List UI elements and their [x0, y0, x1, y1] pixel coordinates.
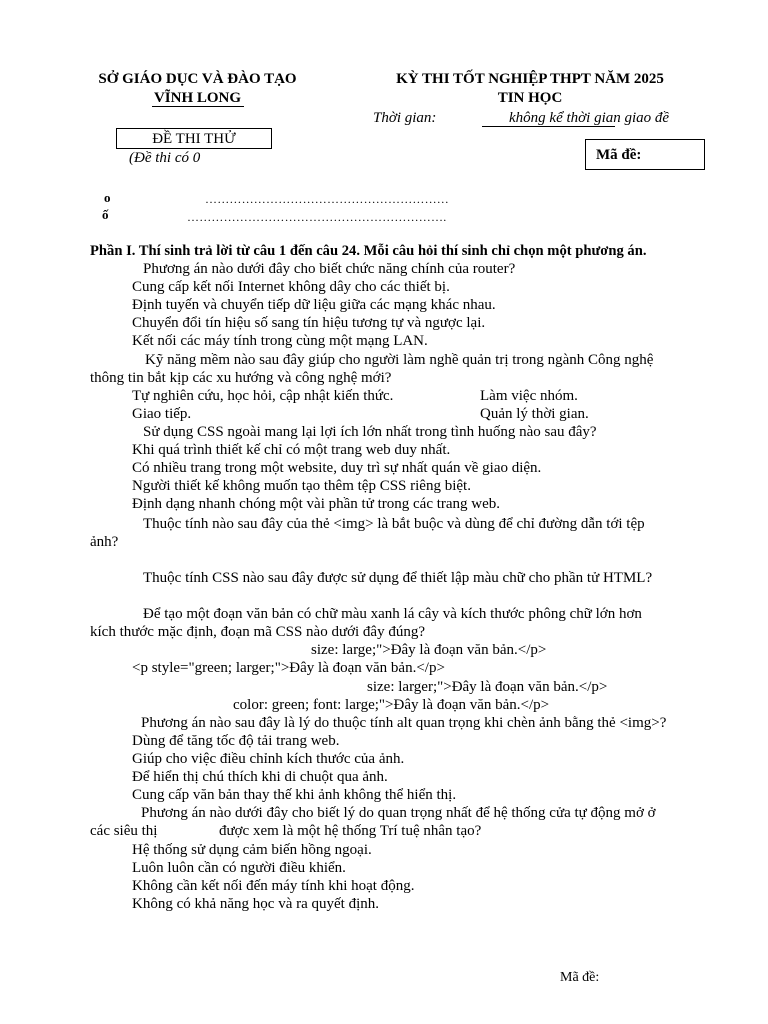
q3-stem: Sử dụng CSS ngoài mang lại lợi ích lớn nhất trong tình huống nào sau đây?: [143, 424, 597, 440]
q6-stem-line1: Để tạo một đoạn văn bản có chữ màu xanh lá cây và kích thước phông chữ lớn hơn: [143, 606, 642, 622]
q3-option-d: Định dạng nhanh chóng một vài phần tử trong các trang web.: [132, 496, 501, 512]
q2-option-b: Làm việc nhóm.: [480, 388, 578, 404]
q6-option-b: <p style="green; larger;">Đây là đoạn văn bản.</p>: [132, 660, 445, 676]
exam-code-label: Mã đề:: [596, 147, 642, 163]
q3-option-b: Có nhiều trang trong một website, duy trì sự nhất quán về giao diện.: [132, 460, 542, 476]
q4-stem-line1: Thuộc tính nào sau đây của thẻ <img> là bắt buộc và dùng để chỉ đường dẫn tới tệp: [143, 516, 645, 532]
q6-option-c: size: larger;">Đây là đoạn văn bản.</p>: [367, 679, 608, 695]
candidate-number-dots: ……………………………………………………….: [187, 210, 447, 224]
q1-option-b: Định tuyến và chuyển tiếp dữ liệu giữa các mạng khác nhau.: [132, 297, 496, 313]
q7-option-d: Cung cấp văn bản thay thế khi ảnh không thể hiển thị.: [132, 787, 457, 803]
subject-title: TIN HỌC: [497, 90, 563, 106]
candidate-name-label: o: [104, 190, 111, 205]
candidate-number-label: ố: [102, 207, 109, 222]
exam-code-box: [585, 139, 705, 170]
q4-stem-line2: ảnh?: [90, 534, 119, 550]
footer-exam-code-label: Mã đề:: [560, 970, 600, 985]
time-label: Thời gian:: [373, 110, 437, 126]
q6-option-a: size: large;">Đây là đoạn văn bản.</p>: [311, 642, 547, 658]
q3-option-c: Người thiết kế không muốn tạo thêm tệp CSS riêng biệt.: [132, 478, 471, 494]
q8-stem-line2a: các siêu thị: [90, 823, 158, 839]
department-name: SỞ GIÁO DỤC VÀ ĐÀO TẠO: [98, 71, 297, 87]
q1-option-c: Chuyển đổi tín hiệu số sang tín hiệu tương tự và ngược lại.: [132, 315, 486, 331]
trial-exam-label: ĐỀ THI THỬ: [152, 131, 236, 147]
q6-option-d: color: green; font: large;">Đây là đoạn văn bản.</p>: [233, 697, 550, 713]
q3-option-a: Khi quá trình thiết kế chỉ có một trang web duy nhất.: [132, 442, 451, 458]
q6-stem-line2: kích thước mặc định, đoạn mã CSS nào dưới đây đúng?: [90, 624, 425, 640]
q2-stem-line1: Kỹ năng mềm nào sau đây giúp cho người làm nghề quản trị trong ngành Công nghệ: [145, 352, 654, 368]
q7-option-a: Dùng để tăng tốc độ tải trang web.: [132, 733, 340, 749]
q2-option-c: Giao tiếp.: [132, 406, 192, 422]
pages-note: (Đề thi có 0: [129, 150, 201, 166]
q8-option-b: Luôn luôn cần có người điều khiển.: [132, 860, 346, 876]
q8-stem-line1: Phương án nào dưới đây cho biết lý do quan trọng nhất để hệ thống cửa tự động mở ở: [141, 805, 656, 821]
candidate-name-dots: ……………………………………………………: [205, 192, 449, 206]
q7-option-c: Để hiển thị chú thích khi di chuột qua ảnh.: [132, 769, 388, 785]
q7-stem: Phương án nào sau đây là lý do thuộc tính alt quan trọng khi chèn ảnh bằng thẻ <img>?: [141, 715, 667, 731]
q2-stem-line2: thông tin bắt kịp các xu hướng và công nghệ mới?: [90, 370, 392, 386]
q8-option-a: Hệ thống sử dụng cảm biến hồng ngoại.: [132, 842, 372, 858]
province-name: VĨNH LONG: [153, 90, 242, 106]
q2-option-a: Tự nghiên cứu, học hỏi, cập nhật kiến thức.: [132, 388, 394, 404]
q1-option-d: Kết nối các máy tính trong cùng một mạng LAN.: [132, 333, 428, 349]
part1-heading: Phần I. Thí sinh trả lời từ câu 1 đến câu 24. Mỗi câu hỏi thí sinh chỉ chọn một phương án.: [90, 243, 647, 259]
q2-option-d: Quản lý thời gian.: [480, 406, 589, 422]
province-underline: [152, 106, 244, 107]
time-value: không kể thời gian giao đề: [509, 110, 670, 126]
q1-stem: Phương án nào dưới đây cho biết chức năng chính của router?: [143, 261, 516, 277]
q7-option-b: Giúp cho việc điều chỉnh kích thước của ảnh.: [132, 751, 405, 767]
q8-stem-line2b: được xem là một hệ thống Trí tuệ nhân tạo?: [219, 823, 482, 839]
q1-option-a: Cung cấp kết nối Internet không dây cho các thiết bị.: [132, 279, 450, 295]
q8-option-d: Không có khả năng học và ra quyết định.: [132, 896, 380, 912]
time-underline: [482, 126, 615, 127]
trial-exam-box: [116, 128, 272, 149]
exam-title: KỲ THI TỐT NGHIỆP THPT NĂM 2025: [396, 71, 664, 87]
q8-option-c: Không cần kết nối đến máy tính khi hoạt động.: [132, 878, 415, 894]
q5-stem: Thuộc tính CSS nào sau đây được sử dụng để thiết lập màu chữ cho phần tử HTML?: [143, 570, 653, 586]
